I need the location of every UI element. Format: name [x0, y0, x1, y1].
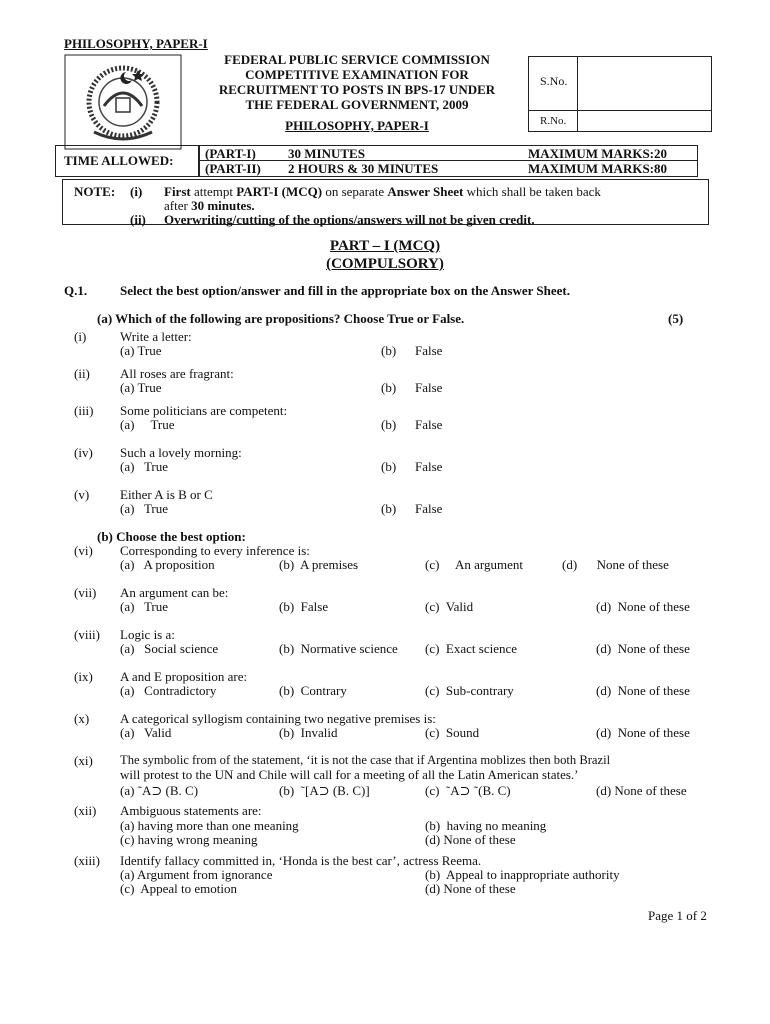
tf-option-b-label: (b) [381, 501, 397, 516]
tf-text: Some politicians are competent: [120, 403, 288, 418]
mc-num: (vi) [74, 543, 93, 558]
q-xiii-option-c: (c) Appeal to emotion [120, 881, 237, 896]
note-sheet: Answer Sheet [387, 184, 464, 199]
note-time: 30 minutes. [191, 198, 255, 213]
mc-option-a: (a) Valid [120, 725, 172, 740]
mc-option-d: (d) None of these [562, 557, 669, 572]
q-xiii-option-d: (d) None of these [425, 881, 516, 896]
tf-option-b-label: (b) [381, 459, 397, 474]
part-subtitle: (COMPULSORY) [326, 256, 444, 272]
q-xiii-text: Identify fallacy committed in, ‘Honda is the best car’, actress Reema. [120, 853, 482, 868]
exam-line-3: THE FEDERAL GOVERNMENT, 2009 [245, 97, 469, 112]
commission-name: FEDERAL PUBLIC SERVICE COMMISSION [224, 52, 490, 67]
mc-option-d: (d) None of these [596, 641, 690, 656]
fpsc-emblem-icon [64, 54, 182, 150]
tf-option-b: False [415, 501, 443, 516]
q-xi-option-c: (c) ˜A⊃ ˜(B. C) [425, 783, 511, 798]
q-xi-option-a: (a) ˜A⊃ (B. C) [120, 783, 199, 798]
note-i-num: (i) [130, 184, 143, 199]
mc-option-b: (b) Normative science [279, 641, 398, 656]
q-xii-option-b: (b) having no meaning [425, 818, 547, 833]
rno-label: R.No. [540, 115, 567, 127]
time-allowed-label: TIME ALLOWED: [64, 153, 174, 168]
tf-num: (v) [74, 487, 90, 502]
mc-option-b: (b) A premises [279, 557, 359, 572]
mc-option-a: (a) Contradictory [120, 683, 217, 698]
mc-option-c: (c) Valid [425, 599, 474, 614]
mc-num: (x) [74, 711, 90, 726]
q1-instruction: Select the best option/answer and fill in the appropriate box on the Answer Sheet. [120, 283, 570, 298]
mc-option-d: (d) None of these [596, 725, 690, 740]
note-part: PART-I (MCQ) [236, 184, 323, 199]
page-number: Page 1 of 2 [648, 908, 707, 923]
mc-option-d: (d) None of these [596, 683, 690, 698]
tf-num: (iv) [74, 445, 93, 460]
q-xii-num: (xii) [74, 803, 97, 818]
q-xi-line2: will protest to the UN and Chile will call for a meeting of all the Latin American states.’ [120, 767, 579, 782]
mc-text: Corresponding to every inference is: [120, 543, 310, 558]
tf-option-b: False [415, 417, 443, 432]
note-label: NOTE: [74, 184, 116, 199]
q-xiii-num: (xiii) [74, 853, 100, 868]
tf-option-b-label: (b) [381, 343, 397, 358]
mc-option-a: (a) True [120, 599, 169, 614]
note-t4: after [164, 198, 188, 213]
mc-text: A and E proposition are: [120, 669, 248, 684]
mc-option-c: (c) Sub-contrary [425, 683, 514, 698]
mc-option-b: (b) Invalid [279, 725, 338, 740]
q-xi-line1: The symbolic from of the statement, ‘it is not the case that if Argentina moblizes then both Brazil [120, 753, 611, 767]
q1-number: Q.1. [64, 283, 88, 298]
sno-label: S.No. [540, 74, 568, 88]
mc-option-c: (c) Sound [425, 725, 480, 740]
header-top-title: PHILOSOPHY, PAPER-I [64, 36, 208, 51]
note-first: First [164, 184, 191, 199]
note-t1: attempt [193, 184, 233, 199]
mc-option-b: (b) Contrary [279, 683, 347, 698]
mc-option-a: (a) Social science [120, 641, 219, 656]
mc-option-a: (a) A proposition [120, 557, 215, 572]
tf-text: Such a lovely morning: [120, 445, 242, 460]
tf-option-b: False [415, 343, 443, 358]
part1-time: 30 MINUTES [288, 146, 365, 161]
mc-option-c: (c) An argument [425, 557, 523, 572]
exam-line-1: COMPETITIVE EXAMINATION FOR [245, 67, 469, 82]
part2-time: 2 HOURS & 30 MINUTES [288, 161, 439, 176]
tf-option-a: (a) True [120, 459, 169, 474]
mc-option-d: (d) None of these [596, 599, 690, 614]
part2-label: (PART-II) [205, 161, 261, 176]
tf-num: (i) [74, 329, 87, 344]
header-block [186, 52, 528, 133]
part-title: PART – I (MCQ) [329, 238, 441, 254]
note-t3: which shall be taken back [466, 184, 601, 199]
tf-option-b: False [415, 459, 443, 474]
q-xi-num: (xi) [74, 753, 93, 768]
q-xii-option-a: (a) having more than one meaning [120, 818, 299, 833]
tf-option-b: False [415, 380, 443, 395]
q-xi-option-d: (d) None of these [596, 783, 687, 798]
tf-num: (iii) [74, 403, 94, 418]
q-xiii-option-a: (a) Argument from ignorance [120, 867, 273, 882]
q-xi-option-b: (b) ˜[A⊃ (B. C)] [279, 783, 370, 798]
q-xiii-option-b: (b) Appeal to inappropriate authority [425, 867, 620, 882]
mc-num: (viii) [74, 627, 100, 642]
mc-text: A categorical syllogism containing two negative premises is: [120, 711, 436, 726]
tf-option-a: (a) True [120, 380, 162, 395]
tf-text: Write a letter: [120, 329, 192, 344]
tf-option-b-label: (b) [381, 417, 397, 432]
tf-option-a: (a) True [120, 501, 169, 516]
section-a-marks: (5) [668, 311, 684, 326]
tf-text: Either A is B or C [120, 487, 213, 502]
part2-marks: MAXIMUM MARKS:80 [528, 161, 668, 176]
note-ii-text: Overwriting/cutting of the options/answers will not be given credit. [164, 212, 535, 227]
q-xii-text: Ambiguous statements are: [120, 803, 262, 818]
tf-num: (ii) [74, 366, 90, 381]
q-xii-option-d: (d) None of these [425, 832, 516, 847]
tf-option-a: (a) True [120, 343, 162, 358]
note-t2: on separate [325, 184, 385, 199]
mc-option-b: (b) False [279, 599, 329, 614]
mc-option-c: (c) Exact science [425, 641, 518, 656]
part1-marks: MAXIMUM MARKS:20 [528, 146, 668, 161]
note-ii-num: (ii) [130, 212, 146, 227]
tf-text: All roses are fragrant: [120, 366, 234, 381]
section-a-heading: (a) Which of the following are propositions? Choose True or False. [97, 311, 465, 326]
tf-option-a: (a) True [120, 417, 175, 432]
paper-title: PHILOSOPHY, PAPER-I [285, 118, 429, 133]
mc-text: Logic is a: [120, 627, 175, 642]
q-xii-option-c: (c) having wrong meaning [120, 832, 258, 847]
mc-text: An argument can be: [120, 585, 229, 600]
exam-line-2: RECRUITMENT TO POSTS IN BPS-17 UNDER [218, 82, 496, 97]
part1-label: (PART-I) [205, 146, 256, 161]
mc-num: (ix) [74, 669, 93, 684]
tf-option-b-label: (b) [381, 380, 397, 395]
section-b-heading: (b) Choose the best option: [97, 529, 246, 544]
mc-num: (vii) [74, 585, 97, 600]
